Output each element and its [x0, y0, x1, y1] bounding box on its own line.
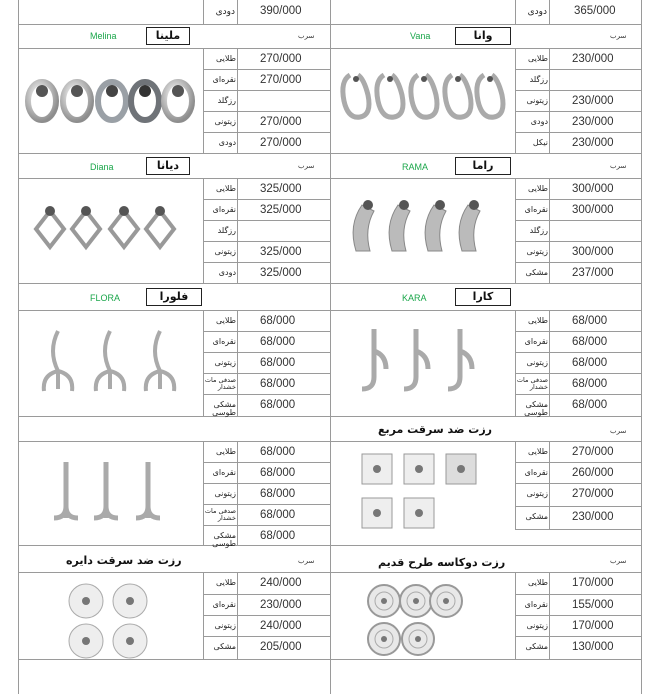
top-left-price: 390/000	[260, 5, 302, 17]
antique-price: 170/000	[572, 620, 614, 632]
melina-handle	[164, 82, 192, 120]
flora-finish-label: مشکی طوسی	[212, 400, 236, 417]
triple-hooks	[20, 442, 202, 545]
kara-price: 68/000	[572, 399, 608, 411]
square-rosette	[404, 498, 434, 528]
vana-finish-label: دودی	[530, 117, 548, 126]
antique-material: سرب	[610, 557, 627, 565]
round-rosettes	[20, 573, 202, 659]
hook3-finish-label: طلایی	[215, 447, 236, 456]
hook3-finish-label: نقره‌ای	[212, 468, 236, 477]
triple-hook	[54, 462, 78, 518]
diana-price: 325/000	[260, 267, 302, 279]
square-material: سرب	[610, 427, 627, 435]
square-rosette	[362, 498, 392, 528]
kara-hooks	[332, 311, 514, 416]
diana-handle	[146, 206, 174, 247]
antique-rosettes	[332, 573, 514, 659]
diana-price: 325/000	[260, 183, 302, 195]
kara-finish-label: طلایی	[527, 316, 548, 325]
rama-finish-label: مشکی	[525, 268, 548, 277]
vana-price: 230/000	[572, 53, 614, 65]
top-left-finish: دودی	[215, 7, 235, 17]
flora-hook	[96, 331, 124, 391]
hook3-price: 68/000	[260, 446, 296, 458]
kara-hook	[448, 329, 472, 389]
vana-handle	[377, 75, 403, 117]
diana-name-fa: دیانا	[156, 159, 180, 172]
antique-price: 130/000	[572, 641, 614, 653]
rama-finish-label: رزگلد	[529, 226, 548, 235]
flora-finish-label: صدفی مات خشدار	[204, 376, 236, 391]
diana-price: 325/000	[260, 204, 302, 216]
rama-price: 300/000	[572, 183, 614, 195]
round-price: 205/000	[260, 641, 302, 653]
vana-material: سرب	[610, 32, 627, 40]
kara-hook	[404, 329, 428, 389]
diana-handle	[72, 206, 100, 247]
antique-price: 155/000	[572, 599, 614, 611]
flora-finish-label: طلایی	[215, 316, 236, 325]
square-title: رزت ضد سرقت مربع	[378, 423, 492, 436]
round-price: 230/000	[260, 599, 302, 611]
vana-finish-label: رزگلد	[529, 75, 548, 84]
melina-handle	[28, 82, 56, 120]
rama-handle	[353, 200, 374, 251]
antique-rosette	[402, 623, 434, 655]
kara-finish-label: صدفی مات خشدار	[516, 376, 548, 391]
flora-name-fa: فلورا	[159, 290, 189, 303]
round-finish-label: مشکی	[213, 642, 236, 651]
melina-price: 270/000	[260, 116, 302, 128]
melina-finish-label: زیتونی	[214, 117, 236, 126]
antique-finish-label: مشکی	[525, 642, 548, 651]
kara-price: 68/000	[572, 357, 608, 369]
round-rosette	[69, 624, 103, 658]
triple-hook	[136, 462, 160, 518]
antique-finish-label: طلایی	[527, 578, 548, 587]
hook3-finish-label: صدفی مات خشدار	[204, 507, 236, 522]
kara-hook	[362, 329, 386, 389]
diana-finish-label: طلایی	[215, 184, 236, 193]
rama-name-en: RAMA	[402, 162, 429, 172]
vana-name-en: Vana	[410, 31, 431, 41]
square-rosette	[362, 454, 392, 484]
melina-price: 270/000	[260, 53, 302, 65]
flora-hook	[146, 331, 174, 391]
round-rosette	[113, 624, 147, 658]
vana-price: 230/000	[572, 137, 614, 149]
diana-handle	[36, 206, 64, 247]
round-finish-label: نقره‌ای	[212, 600, 236, 609]
square-finish-label: طلایی	[527, 447, 548, 456]
flora-price: 68/000	[260, 378, 296, 390]
round-rosette	[69, 584, 103, 618]
square-rosette	[446, 454, 476, 484]
vana-handles	[332, 49, 514, 153]
diana-finish-label: زیتونی	[214, 247, 236, 256]
melina-handle	[131, 82, 159, 120]
round-rosette	[113, 584, 147, 618]
round-price: 240/000	[260, 620, 302, 632]
diana-handles	[20, 179, 202, 283]
hook3-price: 68/000	[260, 530, 296, 542]
kara-price: 68/000	[572, 315, 608, 327]
vana-price: 230/000	[572, 95, 614, 107]
flora-price: 68/000	[260, 399, 296, 411]
rama-material: سرب	[610, 162, 627, 170]
antique-rosette	[430, 585, 462, 617]
square-price: 230/000	[572, 511, 614, 523]
rama-name-fa: راما	[472, 159, 494, 172]
vana-name-fa: وانا	[473, 29, 493, 42]
diana-price: 325/000	[260, 246, 302, 258]
square-finish-label: مشکی	[525, 512, 548, 521]
kara-finish-label: مشکی طوسی	[524, 400, 548, 417]
rama-finish-label: زیتونی	[526, 247, 548, 256]
melina-finish-label: طلایی	[215, 54, 236, 63]
hook3-price: 68/000	[260, 467, 296, 479]
rama-price: 300/000	[572, 246, 614, 258]
hook3-price: 68/000	[260, 509, 296, 521]
top-right-finish: دودی	[527, 7, 547, 17]
kara-name-en: KARA	[402, 293, 427, 303]
round-finish-label: طلایی	[215, 578, 236, 587]
melina-material: سرب	[298, 32, 315, 40]
rama-finish-label: طلایی	[527, 184, 548, 193]
vana-finish-label: نیکل	[532, 138, 548, 147]
rama-price: 300/000	[572, 204, 614, 216]
kara-finish-label: نقره‌ای	[524, 337, 548, 346]
vana-finish-label: زیتونی	[526, 96, 548, 105]
antique-price: 170/000	[572, 577, 614, 589]
melina-price: 270/000	[260, 137, 302, 149]
square-finish-label: نقره‌ای	[524, 468, 548, 477]
rama-handle	[459, 200, 480, 251]
kara-price: 68/000	[572, 378, 608, 390]
rama-handle	[389, 200, 410, 251]
kara-name-fa: کارا	[472, 290, 494, 303]
melina-handle	[98, 82, 126, 120]
hook3-finish-label: مشکی طوسی	[212, 531, 236, 548]
melina-handle	[63, 82, 91, 120]
vana-handle	[343, 75, 369, 117]
flora-price: 68/000	[260, 357, 296, 369]
flora-price: 68/000	[260, 336, 296, 348]
flora-finish-label: زیتونی	[214, 358, 236, 367]
round-material: سرب	[298, 557, 315, 565]
hook3-price: 68/000	[260, 488, 296, 500]
melina-name-fa: ملینا	[155, 29, 181, 42]
triple-hook	[94, 462, 118, 518]
antique-title: رزت دوکاسه طرح قدیم	[378, 556, 506, 569]
rama-handles	[332, 179, 514, 283]
square-rosettes	[332, 442, 514, 545]
melina-price: 270/000	[260, 74, 302, 86]
round-price: 240/000	[260, 577, 302, 589]
vana-handle	[411, 75, 437, 117]
antique-rosette	[368, 623, 400, 655]
vana-handle	[445, 75, 471, 117]
diana-finish-label: رزگلد	[217, 226, 236, 235]
rama-finish-label: نقره‌ای	[524, 205, 548, 214]
flora-hook	[44, 331, 72, 391]
melina-name-en: Melina	[90, 31, 117, 41]
antique-finish-label: زیتونی	[526, 621, 548, 630]
round-title: رزت ضد سرقت دایره	[66, 554, 182, 567]
vana-price: 230/000	[572, 116, 614, 128]
vana-finish-label: طلایی	[527, 54, 548, 63]
melina-finish-label: دودی	[218, 138, 236, 147]
melina-finish-label: رزگلد	[217, 96, 236, 105]
square-price: 270/000	[572, 488, 614, 500]
antique-rosette	[368, 585, 400, 617]
vana-handle	[477, 75, 503, 117]
antique-finish-label: نقره‌ای	[524, 600, 548, 609]
round-finish-label: زیتونی	[214, 621, 236, 630]
diana-material: سرب	[298, 162, 315, 170]
diana-finish-label: نقره‌ای	[212, 205, 236, 214]
melina-handles	[20, 49, 202, 153]
diana-handle	[110, 206, 138, 247]
melina-finish-label: نقره‌ای	[212, 75, 236, 84]
diana-finish-label: دودی	[218, 268, 236, 277]
square-price: 270/000	[572, 446, 614, 458]
kara-price: 68/000	[572, 336, 608, 348]
top-right-price: 365/000	[574, 5, 616, 17]
flora-name-en: FLORA	[90, 293, 121, 303]
flora-price: 68/000	[260, 315, 296, 327]
flora-finish-label: نقره‌ای	[212, 337, 236, 346]
square-rosette	[404, 454, 434, 484]
rama-handle	[425, 200, 446, 251]
flora-hooks	[20, 311, 202, 416]
square-finish-label: زیتونی	[526, 489, 548, 498]
hook3-finish-label: زیتونی	[214, 489, 236, 498]
antique-rosette	[400, 585, 432, 617]
square-price: 260/000	[572, 467, 614, 479]
diana-name-en: Diana	[90, 162, 114, 172]
rama-price: 237/000	[572, 267, 614, 279]
kara-finish-label: زیتونی	[526, 358, 548, 367]
